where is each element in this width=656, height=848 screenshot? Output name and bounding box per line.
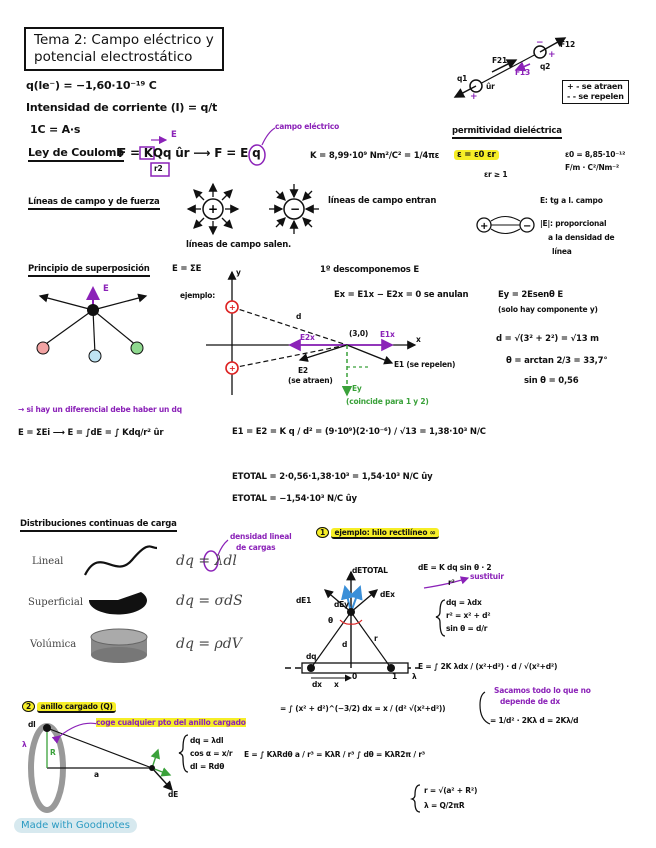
permitividad-units: F/m · C²/Nm⁻²	[565, 163, 620, 172]
page-title	[24, 27, 224, 71]
svg-text:+: +	[229, 364, 236, 373]
coulomb-heading: Ley de Coulomb	[28, 146, 124, 162]
svg-text:+: +	[470, 92, 478, 102]
svg-text:+: +	[208, 202, 219, 216]
label-f13: F13	[515, 68, 530, 77]
anillo-label: anillo cargado (Q)	[37, 702, 115, 713]
permitividad-e0: ε0 = 8,85·10⁻¹²	[565, 150, 626, 159]
superposicion-d-eq: d = √(3² + 2²) = √13 m	[496, 334, 599, 344]
anillo-dl: dl = Rdθ	[190, 762, 225, 771]
coulomb-unit: 1C = A·s	[30, 123, 81, 136]
campo-electrico-note: campo eléctrico	[275, 122, 340, 131]
anillo-cos: cos α = x/r	[190, 749, 233, 758]
legend-repel: - - se repelen	[567, 92, 624, 101]
dist-lineal-label: Lineal	[32, 556, 64, 567]
e1x-label: E1x	[380, 330, 395, 339]
hilo-heading	[316, 528, 439, 537]
permitividad-er: εr ≥ 1	[484, 170, 508, 179]
superposicion-step-1: 1º descomponemos E	[320, 265, 419, 275]
ring-dE: dE	[168, 790, 179, 799]
ey-label: Ey	[352, 384, 362, 393]
coulomb-equation: F = KQq ûr ⟶ F = E q	[118, 146, 261, 160]
lineas-tangente: E: tg a l. campo	[540, 196, 603, 205]
coulomb-r2: r2	[154, 164, 163, 173]
dq-superficial: dq = σdS	[176, 593, 243, 609]
svg-text:−: −	[536, 38, 544, 48]
anillo-r-eq: r = √(a² + R²)	[424, 786, 478, 795]
electron-charge: q(le⁻) = −1,60·10⁻¹⁹ C	[26, 79, 157, 92]
wire-r: r	[374, 634, 378, 643]
wire-one: 1	[392, 672, 398, 681]
svg-text:−: −	[290, 202, 301, 216]
wire-zero: 0	[352, 672, 358, 681]
intensidad-formula: Intensidad de corriente (I) = q/t	[26, 101, 218, 114]
anillo-e-eq: E = ∫ KλRdθ a / r³ = KλR / r³ ∫ dθ = KλR2π / r³	[244, 750, 425, 759]
goodnotes-watermark: Made with Goodnotes	[14, 818, 137, 833]
superposicion-ex: Ex = E1x − E2x = 0 se anulan	[334, 290, 469, 300]
densidad-note-1: densidad lineal	[230, 532, 292, 541]
distance-d-label: d	[296, 312, 302, 321]
diferencial-note: → si hay un diferencial debe haber un dq	[18, 405, 182, 414]
distribuciones-heading: Distribuciones continuas de carga	[20, 519, 177, 532]
wire-dx: dx	[312, 680, 322, 689]
e2x-label: E2x	[300, 333, 315, 342]
superposicion-sin: sin θ = 0,56	[524, 376, 579, 386]
lineas-prop-2: a la densidad de	[548, 233, 615, 242]
superposicion-equation: E = ΣE	[172, 264, 202, 274]
hilo-sacamos-2: depende de dx	[500, 697, 560, 706]
label-q2: q2	[540, 62, 551, 71]
etotal-equation-1: ETOTAL = 2·0,56·1,38·10³ = 1,54·10³ N/C ûy	[232, 472, 433, 482]
lineas-entran: líneas de campo entran	[328, 196, 437, 206]
e2-label: E2	[298, 366, 308, 375]
lineas-heading: Líneas de campo y de fuerza	[28, 197, 160, 210]
wire-d: d	[342, 640, 348, 649]
label-f21: F21	[492, 56, 507, 65]
hilo-dq: dq = λdx	[446, 598, 482, 607]
ring-lambda: λ	[22, 740, 27, 749]
se-atraen-label: (se atraen)	[288, 376, 333, 385]
superposicion-heading: Principio de superposición	[28, 264, 150, 277]
label-ur: ûr	[486, 82, 495, 91]
charged-ring-diagram	[31, 723, 172, 810]
wire-detotal: dETOTAL	[352, 566, 388, 575]
ring-a: a	[94, 770, 99, 779]
hilo-de-eq: dE = K dq sin θ · 2	[418, 563, 492, 572]
hilo-sin: sin θ = d/r	[446, 624, 488, 633]
wire-de1: dE1	[296, 596, 312, 605]
legend-attract: + - se atraen	[567, 82, 623, 91]
lineas-salen: líneas de campo salen.	[186, 240, 292, 250]
dist-superficial-label: Superficial	[28, 597, 84, 608]
anillo-note: coge cualquier pto del anillo cargado	[96, 718, 246, 727]
ring-dl: dl	[28, 720, 36, 729]
ring-R: R	[50, 748, 56, 757]
k-constant: K = 8,99·10⁹ Nm²/C² = 1/4πε	[310, 151, 440, 161]
title-line-2: potencial electrostático	[34, 49, 193, 65]
positive-charge-field-lines	[188, 184, 238, 234]
svg-text:+: +	[480, 221, 489, 232]
anillo-heading	[22, 702, 116, 711]
title-line-1: Tema 2: Campo eléctrico y	[34, 32, 214, 48]
wire-dq: dq	[306, 652, 317, 661]
superposicion-ejemplo: ejemplo:	[180, 291, 216, 300]
hilo-integral-2: = ∫ (x² + d²)^(−3/2) dx = x / (d² √(x²+d²))	[280, 704, 446, 713]
svg-text:+: +	[548, 50, 556, 60]
permitividad-equation: ε = ε0 εr	[454, 150, 499, 160]
permitividad-heading: permitividad dieléctrica	[452, 126, 562, 139]
superposicion-e-arrow: E	[103, 284, 109, 294]
dipole-diagram	[477, 217, 534, 234]
sum-equation: E = ΣEi ⟶ E = ∫dE = ∫ Kdq/r² ûr	[18, 428, 164, 438]
lineas-prop-3: línea	[552, 247, 572, 256]
dq-lineal: dq = λdl	[176, 553, 237, 569]
hilo-number: 1	[316, 527, 329, 538]
hilo-e-integral: E = ∫ 2K λdx / (x²+d²) · d / √(x²+d²)	[418, 662, 558, 671]
dist-volumica-label: Volúmica	[30, 639, 77, 650]
attract-repel-legend	[562, 80, 629, 104]
e-vector-label: E	[171, 130, 177, 140]
hilo-r2eq: r² = x² + d²	[446, 611, 491, 620]
e1-label: E1 (se repelen)	[394, 360, 456, 369]
hilo-result: = 1/d² · 2Kλ d = 2Kλ/d	[490, 716, 579, 725]
hilo-sacamos-1: Sacamos todo lo que no	[494, 686, 591, 695]
negative-charge-field-lines	[269, 184, 319, 234]
wire-x: x	[334, 680, 339, 689]
e1-equation: E1 = E2 = K q / d² = (9·10⁹)(2·10⁻⁶) / √13 = 1,38·10³ N/C	[232, 427, 486, 437]
anillo-dq: dq = λdl	[190, 736, 224, 745]
dq-volumica: dq = ρdV	[176, 636, 242, 652]
axis-x-label: x	[416, 335, 421, 344]
label-f12: F12	[560, 40, 575, 49]
svg-text:−: −	[523, 221, 532, 232]
wire-dey: dEy	[334, 600, 349, 609]
hilo-r2: r²	[448, 578, 455, 587]
point-label: (3,0)	[349, 329, 369, 338]
densidad-note-2: de cargas	[236, 543, 276, 552]
anillo-number: 2	[22, 701, 35, 712]
wire-theta: θ	[328, 616, 333, 625]
superposicion-theta: θ = arctan 2/3 = 33,7°	[506, 356, 608, 366]
axis-y-label: y	[236, 268, 241, 277]
lineas-prop-1: |E|: proporcional	[540, 219, 607, 228]
wire-lambda: λ	[412, 672, 417, 681]
superposicion-ey-note: (solo hay componente y)	[498, 305, 598, 314]
wire-dex: dEx	[380, 590, 395, 599]
etotal-equation-2: ETOTAL = −1,54·10³ N/C ûy	[232, 494, 357, 504]
superposition-star-diagram	[37, 288, 146, 362]
svg-text:+: +	[229, 303, 236, 312]
superposicion-ey: Ey = 2Esenθ E	[498, 290, 563, 300]
anillo-lambda-eq: λ = Q/2πR	[424, 801, 465, 810]
hilo-sustituir: sustituir	[470, 572, 504, 581]
coincide-label: (coincide para 1 y 2)	[346, 397, 429, 406]
label-q1: q1	[457, 74, 468, 83]
hilo-label: ejemplo: hilo rectilíneo ∞	[331, 528, 438, 539]
